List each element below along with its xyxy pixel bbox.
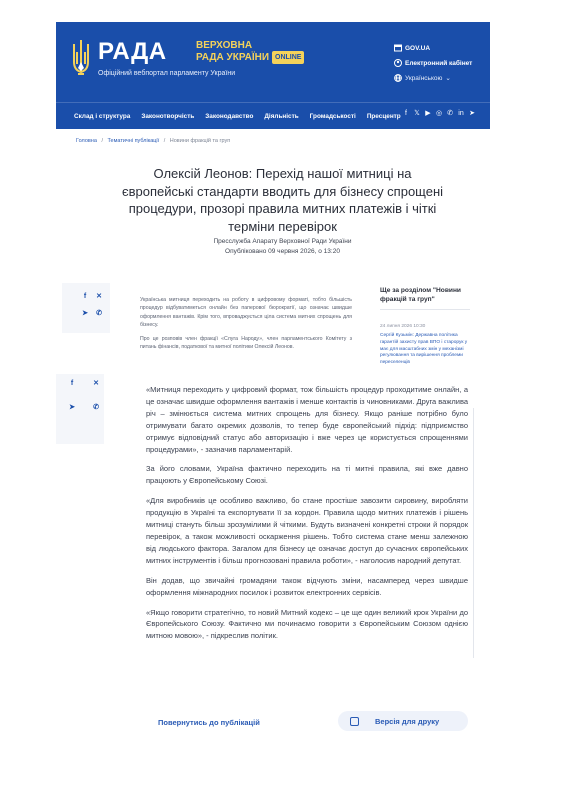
- breadcrumb-separator: /: [163, 138, 166, 144]
- govua-icon: [394, 44, 402, 52]
- article-body: [146, 384, 468, 650]
- cabinet-link[interactable]: [394, 57, 484, 69]
- sidebar-title: Ще за розділом "Новини фракцій та груп": [380, 286, 470, 310]
- telegram-icon[interactable]: ➤: [469, 110, 475, 117]
- nav-item-structure[interactable]: Склад і структура: [74, 112, 131, 120]
- facebook-icon[interactable]: f: [405, 110, 407, 117]
- brand-line-1: ВЕРХОВНА: [196, 40, 253, 51]
- whatsapp-icon[interactable]: ✆: [93, 404, 99, 411]
- back-to-publications-link[interactable]: Повернутись до публікацій: [158, 718, 260, 727]
- site-logo[interactable]: [70, 38, 330, 88]
- brand-line-2: РАДА УКРАЇНИ ONLINE: [196, 51, 304, 64]
- share-panel: [62, 283, 110, 333]
- print-version-button[interactable]: [338, 711, 468, 731]
- header-right-links: [394, 42, 484, 87]
- article-meta: [120, 237, 445, 256]
- print-icon: [350, 717, 359, 726]
- cabinet-label: Електронний кабінет: [405, 59, 473, 67]
- breadcrumb-current: Новини фракцій та груп: [169, 138, 231, 144]
- globe-icon: [394, 74, 402, 82]
- scrollbar[interactable]: [473, 408, 474, 658]
- instagram-icon[interactable]: ◎: [435, 110, 443, 117]
- body-paragraph: «Митниця переходить у цифровий формат, тож більшість процедур проходитиме онлайн, а це означає швидше оформлення вантажів і менше контактів із чиновниками. Друга важлива річ – змінюється система митних спрощень для бізнесу. Якщо раніше потрібно було отримувати багато окремих дозволів, то тепер буде європейський підхід: підприємство отримує відповідний статус або авторизацію і вже через це користується спрощеннями процедурами», - зазначив парламентарій.: [146, 385, 469, 454]
- nav-item-public[interactable]: Громадськості: [309, 112, 356, 120]
- breadcrumb-home[interactable]: Головна: [76, 138, 97, 144]
- telegram-icon[interactable]: ➤: [69, 404, 75, 411]
- body-paragraph: «Якщо говорити стратегічно, то новий Митний кодекс – це ще один великий крок України до Європейського Союзу. Фактично ми починаємо говорити з Європейським Союзом однією митною мовою», - підкреслив політик.: [146, 607, 468, 641]
- share-panel-sticky: [56, 374, 104, 444]
- main-nav: [56, 102, 490, 129]
- breadcrumb-separator: /: [101, 138, 103, 144]
- x-icon[interactable]: ✕: [96, 293, 102, 300]
- site-header: [56, 22, 490, 129]
- online-badge: ONLINE: [272, 51, 304, 64]
- language-label: Українською: [405, 74, 443, 82]
- govua-label: GOV.UA: [405, 44, 431, 52]
- social-links: [399, 110, 476, 118]
- lede-paragraph: Про це розповів член фракції «Слуга Народу», член парламентського Комітету з питань фінансів, податкової та митної політики Олексій Леонов.: [140, 335, 352, 351]
- whatsapp-icon[interactable]: ✆: [96, 310, 102, 317]
- nav-item-lawmaking[interactable]: Законотворчість: [141, 112, 195, 120]
- breadcrumb: [76, 138, 230, 144]
- telegram-icon[interactable]: ➤: [82, 310, 88, 317]
- youtube-icon[interactable]: ▶: [425, 110, 431, 117]
- breadcrumb-section[interactable]: Тематичні публікації: [107, 138, 160, 144]
- brand-name: [196, 40, 304, 64]
- article-published: Опубліковано 09 червня 2026, о 13:20: [225, 247, 340, 255]
- nav-item-presscenter[interactable]: Пресцентр: [366, 112, 401, 120]
- article-lede: [140, 296, 352, 356]
- article-author: Пресслужба Апарату Верховної Ради України: [213, 238, 352, 245]
- x-icon[interactable]: ✕: [93, 380, 99, 387]
- facebook-icon[interactable]: f: [83, 293, 87, 300]
- site-tagline: Офіційний вебпортал парламенту України: [98, 70, 236, 77]
- related-sidebar: [380, 286, 470, 367]
- sidebar-item-date: 24 липня 2026 10:30: [380, 324, 426, 329]
- govua-link[interactable]: [394, 42, 484, 54]
- user-icon: [394, 59, 402, 67]
- sidebar-item-link[interactable]: Сергій Кузьмін: Державна політика гарантій захисту прав ВПО і старорук у має для масштабних змін у механізмі регулювання та вирішення проблеми переселенців: [380, 333, 468, 366]
- nav-item-legislation[interactable]: Законодавство: [205, 112, 254, 120]
- body-paragraph: «Для виробників це особливо важливо, бо стане простіше завозити сировину, виробляти продукцію в Україні та експортувати її за кордон. Правила щодо митних платежів і рішень митниці стануть більш зрозумілими й чіткими. Будуть визначені конкретні строки й порядок перевірок, а також можливості оскарження рішень. Тобто система стане менш залежною від людського фактора. Загалом для бізнесу це означає доступ до сучасних європейських митних інструментів і більш прогнозовані правила роботи», - наголосив народний депутат.: [146, 496, 468, 565]
- language-selector[interactable]: [394, 72, 484, 84]
- facebook-icon[interactable]: f: [70, 380, 74, 387]
- chevron-down-icon: ⌄: [445, 75, 451, 82]
- logo-word: РАДА: [98, 38, 167, 65]
- body-paragraph: Він додав, що звичайні громадяни також відчують зміни, насамперед через швидше оформлення міжнародних посилок і розвиток електронних сервісів.: [146, 575, 468, 597]
- lede-paragraph: Українська митниця переходить на роботу в цифровому форматі, тобто більшість процедур відбуватиметься онлайн без паперової бюрократії, що означає швидше оформлення вантажів. Крім того, впроваджується ціла система митних спрощень для бізнесу.: [140, 297, 352, 329]
- trident-icon: [70, 38, 92, 78]
- body-paragraph: За його словами, Україна фактично переходить на ті митні правила, які вже давно працюють у Європейському Союзі.: [146, 464, 468, 486]
- page-title: Олексій Леонов: Перехід нашої митниці на європейські стандарти вводить для бізнесу спрощені процедури, прозорі правила митних платежів і чіткі терміни перевірок: [121, 166, 444, 234]
- nav-item-activity[interactable]: Діяльність: [264, 112, 299, 120]
- viber-icon[interactable]: ✆: [447, 110, 453, 117]
- linkedin-icon[interactable]: in: [458, 110, 464, 117]
- x-icon[interactable]: 𝕏: [414, 110, 420, 117]
- print-version-label: Версія для друку: [375, 716, 440, 726]
